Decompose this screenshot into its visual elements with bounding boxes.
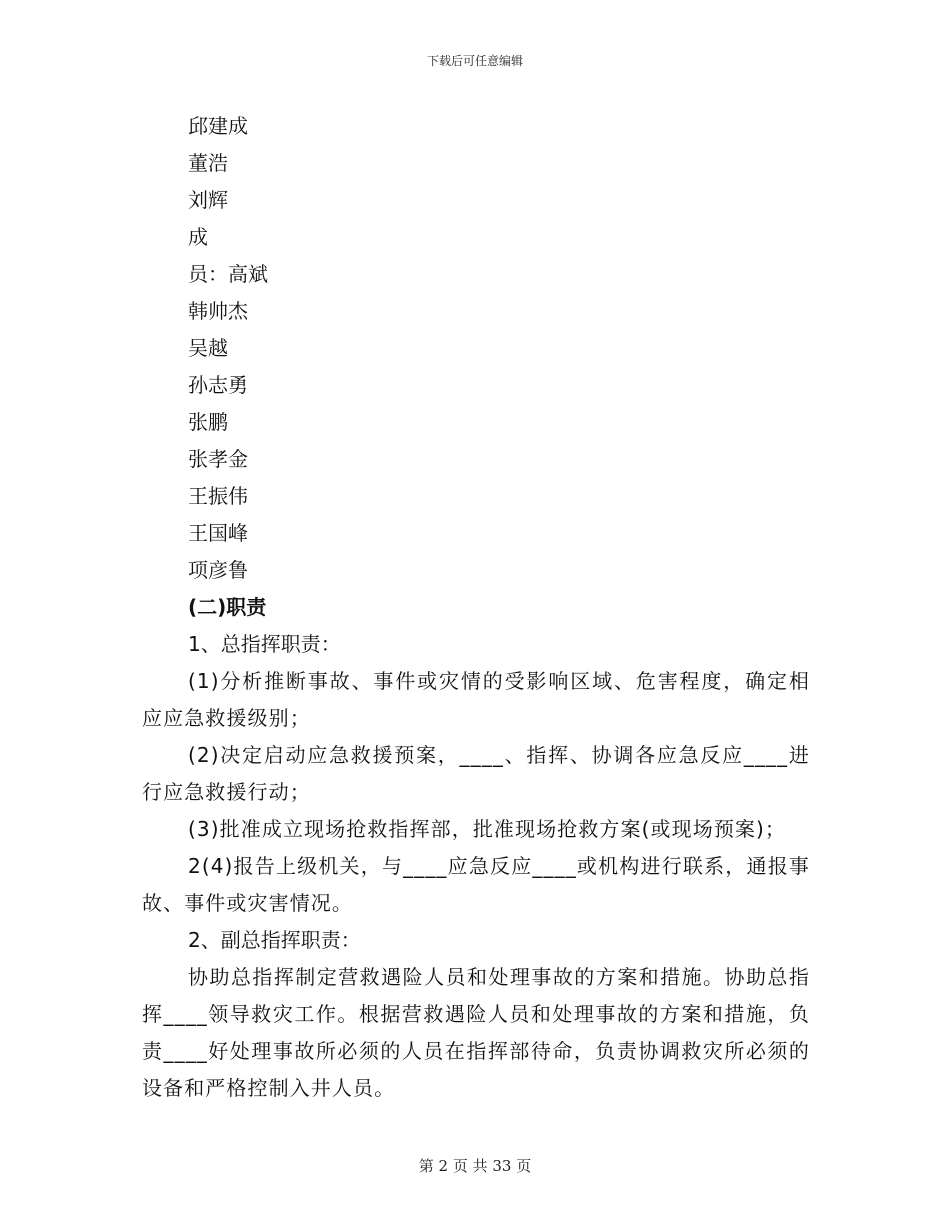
- duty-paragraph: 协助总指挥制定营救遇险人员和处理事故的方案和措施。协助总指挥____领导救灾工作。根据营救遇险人员和处理事故的方案和措施，负责____好处理事故所必须的人员在指挥部待命，负责协调救灾所必须的设备和严格控制入井人员。: [142, 965, 810, 1100]
- member-name: 张孝金: [188, 447, 248, 471]
- duty-item: (1)分析推断事故、事件或灾情的受影响区域、危害程度，确定相应应急救援级别；: [142, 669, 810, 730]
- member-name: 张鹏: [188, 410, 228, 434]
- member-name: 吴越: [188, 336, 228, 360]
- section-heading: (二)职责: [188, 595, 267, 619]
- subsection-heading: 2、副总指挥职责：: [188, 928, 361, 952]
- page-footer: 第 2 页 共 33 页: [418, 1157, 532, 1175]
- page-header: 下载后可任意编辑: [426, 54, 523, 68]
- member-name: 王国峰: [188, 521, 248, 545]
- member-name: 成: [188, 225, 208, 249]
- member-name: 刘辉: [188, 188, 228, 212]
- member-name: 邱建成: [188, 114, 248, 138]
- document-body: [142, 108, 810, 1107]
- member-name: 韩帅杰: [188, 299, 248, 323]
- duty-item: 2(4)报告上级机关，与____应急反应____或机构进行联系，通报事故、事件或灾害情况。: [142, 854, 810, 915]
- subsection-heading: 1、总指挥职责：: [188, 632, 341, 656]
- duty-item: (3)批准成立现场抢救指挥部，批准现场抢救方案(或现场预案)；: [188, 817, 787, 841]
- member-name: 项彦鲁: [188, 558, 248, 582]
- member-name: 王振伟: [188, 484, 248, 508]
- duty-item: (2)决定启动应急救援预案，____、指挥、协调各应急反应____进行应急救援行动；: [142, 743, 810, 804]
- member-name: 孙志勇: [188, 373, 248, 397]
- member-name: 员：高斌: [188, 262, 268, 286]
- member-name: 董浩: [188, 151, 228, 175]
